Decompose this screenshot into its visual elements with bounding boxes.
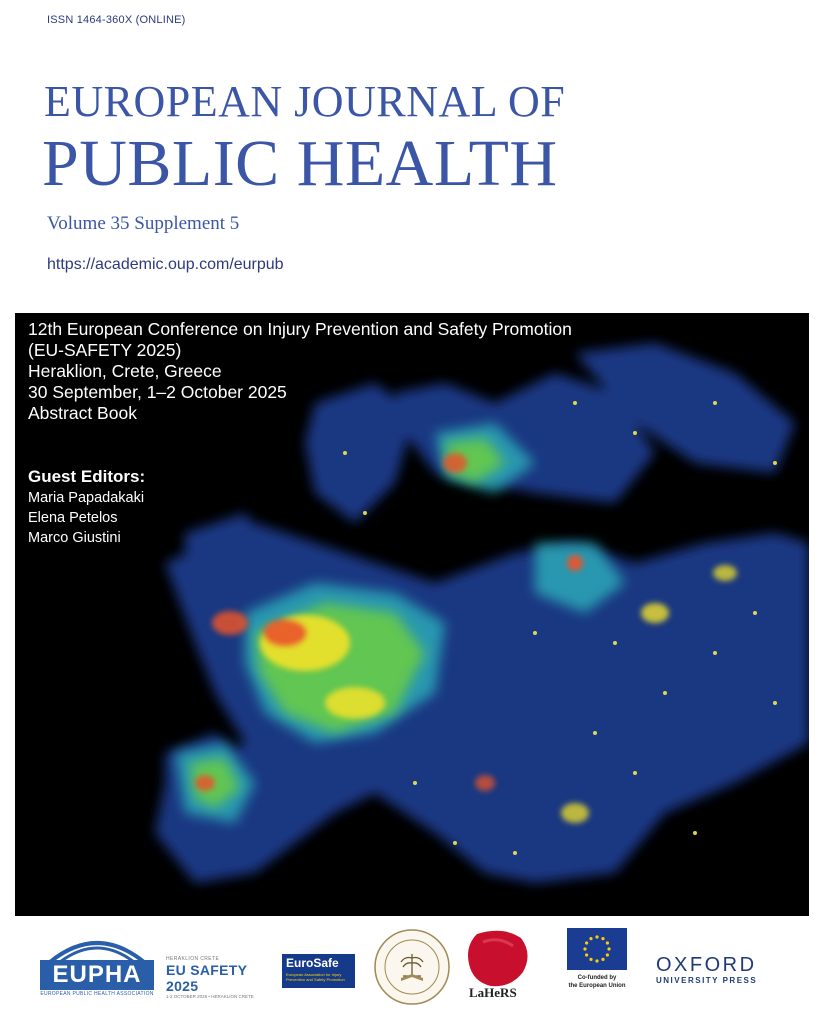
- journal-title-line1: EUROPEAN JOURNAL OF: [44, 77, 566, 126]
- oxford-subtitle: UNIVERSITY PRESS: [656, 976, 758, 985]
- guest-editor-name: Elena Petelos: [28, 510, 118, 526]
- guest-editor-name: Maria Papadakaki: [28, 490, 145, 506]
- eurosafe-wordmark: EuroSafe: [286, 956, 339, 970]
- oxford-wordmark: OXFORD: [656, 954, 757, 976]
- conference-name: 12th European Conference on Injury Prevention and Safety Promotion: [28, 319, 572, 339]
- volume-label: Volume 35 Supplement 5: [47, 213, 240, 234]
- university-seal-icon: [373, 928, 451, 1006]
- eupha-arch-icon: [48, 932, 146, 962]
- eu-caption-line1: Co-funded by: [577, 975, 617, 981]
- guest-editors: [28, 466, 145, 548]
- conference-info: [28, 319, 572, 424]
- eu-cofunded-logo: [563, 928, 631, 1008]
- eupha-subtitle: EUROPEAN PUBLIC HEALTH ASSOCIATION: [40, 991, 154, 997]
- eu-safety-top-text: HERAKLION CRETE: [166, 956, 220, 962]
- conference-acronym: (EU-SAFETY 2025): [28, 340, 182, 360]
- eupha-logo: [40, 932, 154, 1000]
- eu-safety-wordmark: EU SAFETY 2025: [166, 962, 248, 994]
- conference-dates: 30 September, 1–2 October 2025: [28, 382, 287, 402]
- hellenic-mediterranean-university-seal: [373, 928, 451, 1006]
- eurosafe-logo: [282, 954, 355, 988]
- red-petal-icon: [463, 928, 533, 990]
- eu-flag-icon: [567, 928, 627, 970]
- laheRS-wordmark: LaHeRS: [469, 985, 517, 1000]
- guest-editor-name: Marco Giustini: [28, 530, 121, 546]
- conference-doc-type: Abstract Book: [28, 403, 137, 423]
- laheRS-logo: [463, 928, 551, 1008]
- sponsor-logos-bar: [0, 918, 825, 1024]
- guest-editors-heading: Guest Editors:: [28, 467, 146, 486]
- eu-caption-line2: the European Union: [568, 983, 626, 989]
- issn-label: ISSN 1464-360X (ONLINE): [47, 14, 186, 26]
- journal-url[interactable]: https://academic.oup.com/eurpub: [47, 256, 284, 273]
- eu-cofunded-caption: [559, 974, 635, 990]
- journal-title-line2: PUBLIC HEALTH: [42, 127, 558, 200]
- eurosafe-subtitle: European Association for Injury Prevention and Safety Promotion: [286, 972, 345, 982]
- eu-safety-2025-logo: [166, 956, 266, 999]
- conference-location: Heraklion, Crete, Greece: [28, 361, 222, 381]
- oxford-university-press-logo: [656, 954, 778, 985]
- eupha-wordmark: EUPHA: [40, 960, 154, 990]
- eu-safety-bottom-text: 1-2 OCTOBER 2025 • HERAKLION CRETE: [166, 994, 254, 999]
- europe-light-map: [15, 313, 809, 916]
